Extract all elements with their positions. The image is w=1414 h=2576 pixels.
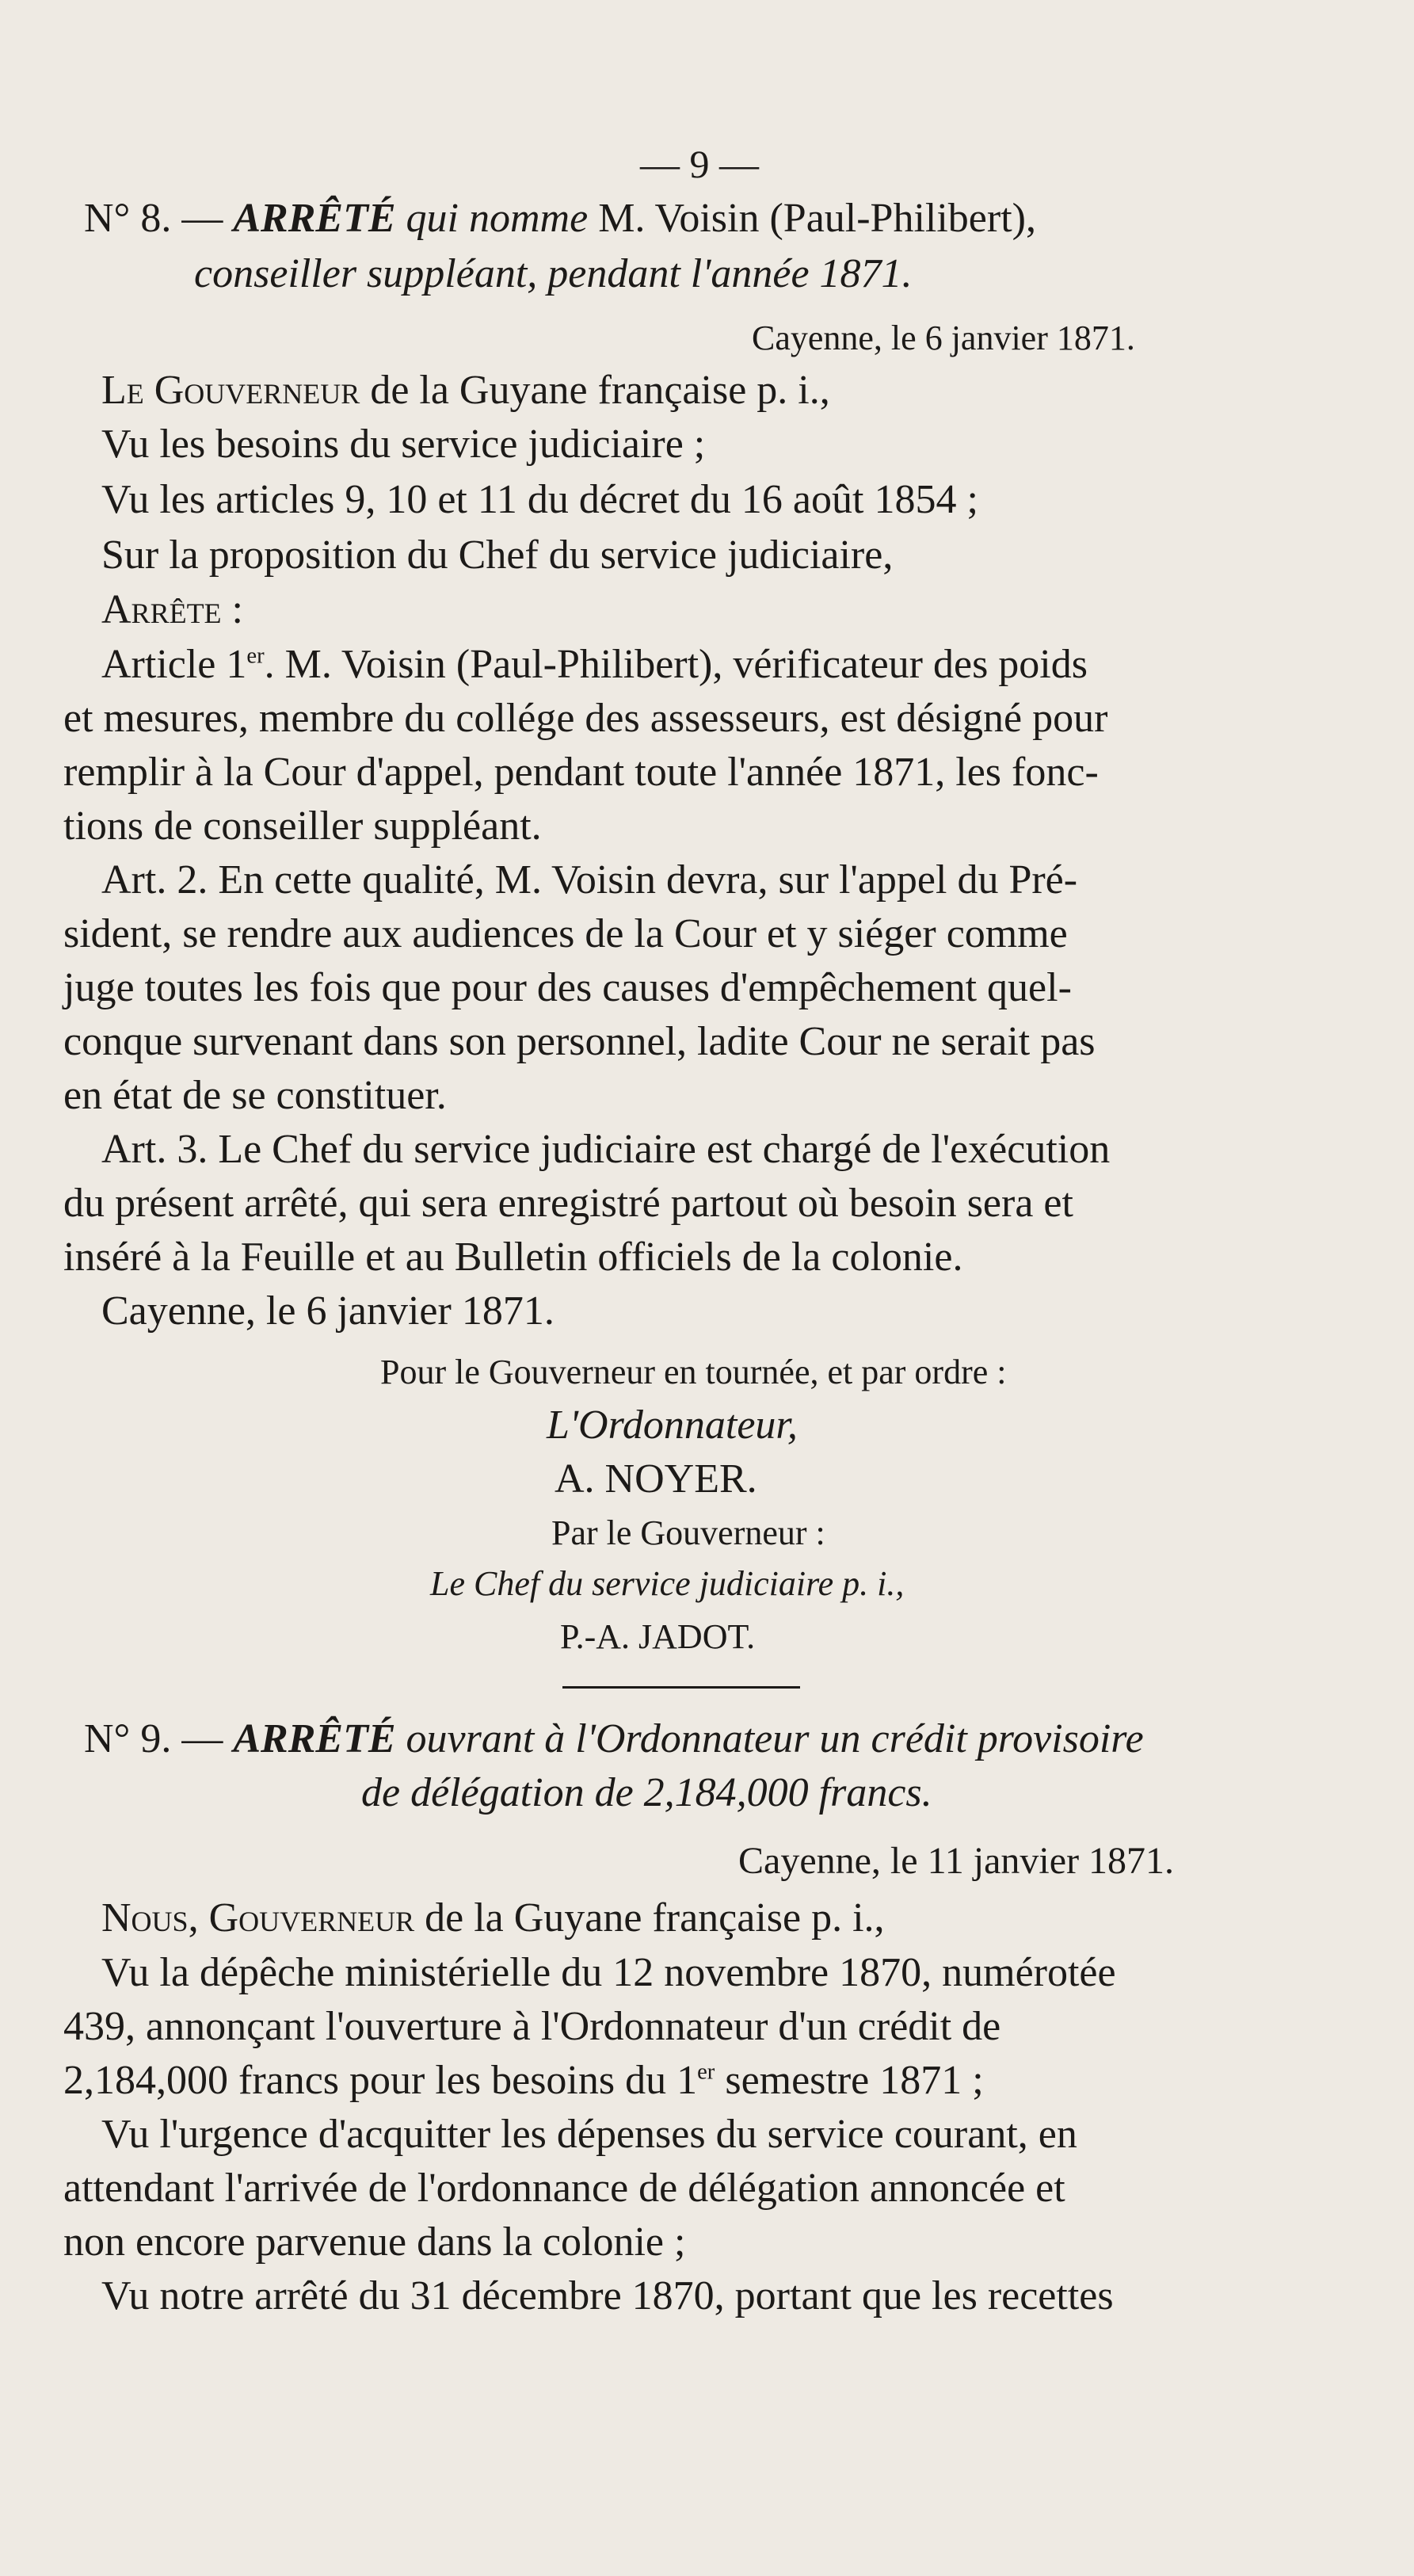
doc8-art1-line1 — [101, 637, 1088, 693]
doc8-art1-sup: er — [246, 643, 265, 669]
doc8-vu2: Vu les articles 9, 10 et 11 du décret du 16 août 1854 ; — [101, 477, 978, 522]
doc8-art2-line5: en état de se constituer. — [63, 1073, 447, 1118]
doc8-art3-line1: Art. 3. Le Chef du service judiciaire est chargé de l'exécution — [101, 1127, 1111, 1172]
doc9-vu1-line3-sup: er — [697, 2059, 715, 2085]
doc8-art1-line4: tions de conseiller suppléant. — [63, 803, 542, 849]
doc8-art2-line2: sident, se rendre aux audiences de la Cour et y siéger comme — [63, 911, 1068, 956]
doc8-signature-line1: Pour le Gouverneur en tournée, et par ordre : — [380, 1353, 1007, 1391]
doc8-signature-line4: Par le Gouverneur : — [551, 1513, 825, 1552]
doc9-vu2-line2: attendant l'arrivée de l'ordonnance de délégation annoncée et — [63, 2166, 1065, 2211]
doc9-title-keyword: ARRÊTÉ — [233, 1716, 396, 1761]
section-divider — [562, 1686, 800, 1689]
doc8-art3-line2: du présent arrêté, qui sera enregistré partout où besoin sera et — [63, 1181, 1073, 1226]
doc8-governor-rest: de la Guyane française p. i., — [370, 368, 830, 413]
doc8-art3-line3: inséré à la Feuille et au Bulletin officiels de la colonie. — [63, 1235, 963, 1280]
doc9-vu3-line1: Vu notre arrêté du 31 décembre 1870, portant que les recettes — [101, 2273, 1114, 2318]
doc9-vu2-line1: Vu l'urgence d'acquitter les dépenses du service courant, en — [101, 2112, 1077, 2157]
doc9-vu1-line3-text: 2,184,000 francs pour les besoins du 1 — [63, 2058, 698, 2103]
doc8-title-text: qui nomme — [406, 196, 589, 241]
doc9-title-line2: de délégation de 2,184,000 francs. — [361, 1770, 932, 1815]
doc9-nous-rest: de la Guyane française p. i., — [425, 1895, 885, 1941]
doc9-nous-title: Nous, Gouverneur — [101, 1895, 415, 1941]
doc8-closing-date: Cayenne, le 6 janvier 1871. — [101, 1288, 555, 1334]
doc8-art2-line3: juge toutes les fois que pour des causes d'empêchement quel- — [63, 965, 1072, 1010]
doc8-arrete: Arrête : — [101, 587, 243, 632]
doc8-title-line2: conseiller suppléant, pendant l'année 1871. — [194, 251, 913, 296]
doc8-dateline: Cayenne, le 6 janvier 1871. — [752, 319, 1135, 357]
doc8-art2-line4: conque survenant dans son personnel, ladite Cour ne serait pas — [63, 1019, 1096, 1064]
doc8-vu1: Vu les besoins du service judiciaire ; — [101, 422, 706, 467]
doc9-vu2-line3: non encore parvenue dans la colonie ; — [63, 2219, 686, 2265]
doc8-governor-line — [101, 363, 830, 418]
doc8-art1-line2: et mesures, membre du collége des assesseurs, est désigné pour — [63, 696, 1108, 741]
doc8-title-line1 — [84, 191, 1036, 246]
doc8-signature-line3: A. NOYER. — [555, 1456, 757, 1502]
doc9-vu1-line3-end: semestre 1871 ; — [715, 2058, 984, 2103]
doc9-vu1-line2: 439, annonçant l'ouverture à l'Ordonnateur d'un crédit de — [63, 2004, 1001, 2049]
doc9-title-number: N° 9. — — [84, 1716, 223, 1761]
doc8-signature-line5: Le Chef du service judiciaire p. i., — [430, 1564, 905, 1603]
doc8-title-number: N° 8. — — [84, 196, 223, 241]
doc8-art1-line3: remplir à la Cour d'appel, pendant toute l'année 1871, les fonc- — [63, 750, 1099, 795]
doc9-vu1-line3 — [63, 2053, 984, 2109]
doc8-sur: Sur la proposition du Chef du service judiciaire, — [101, 532, 894, 578]
page-number: — 9 — — [640, 142, 759, 186]
doc9-vu1-line1: Vu la dépêche ministérielle du 12 novembre 1870, numérotée — [101, 1950, 1116, 1995]
doc8-governor-title: Le Gouverneur — [101, 368, 360, 413]
doc8-signature-line6: P.-A. JADOT. — [560, 1617, 756, 1656]
doc9-dateline: Cayenne, le 11 janvier 1871. — [738, 1840, 1175, 1882]
doc9-nous-line — [101, 1891, 885, 1946]
doc8-signature-line2: L'Ordonnateur, — [547, 1402, 798, 1448]
doc8-art2-line1: Art. 2. En cette qualité, M. Voisin devra, sur l'appel du Pré- — [101, 857, 1078, 903]
doc8-art1-lead: Article 1 — [101, 642, 247, 687]
doc8-title-name: M. Voisin (Paul-Philibert), — [598, 196, 1036, 241]
doc9-title-line1 — [84, 1712, 1144, 1767]
doc8-title-keyword: ARRÊTÉ — [233, 196, 396, 241]
doc8-art1-text: . M. Voisin (Paul-Philibert), vérificateur des poids — [264, 642, 1088, 687]
doc9-title-text: ouvrant à l'Ordonnateur un crédit provisoire — [406, 1716, 1144, 1761]
